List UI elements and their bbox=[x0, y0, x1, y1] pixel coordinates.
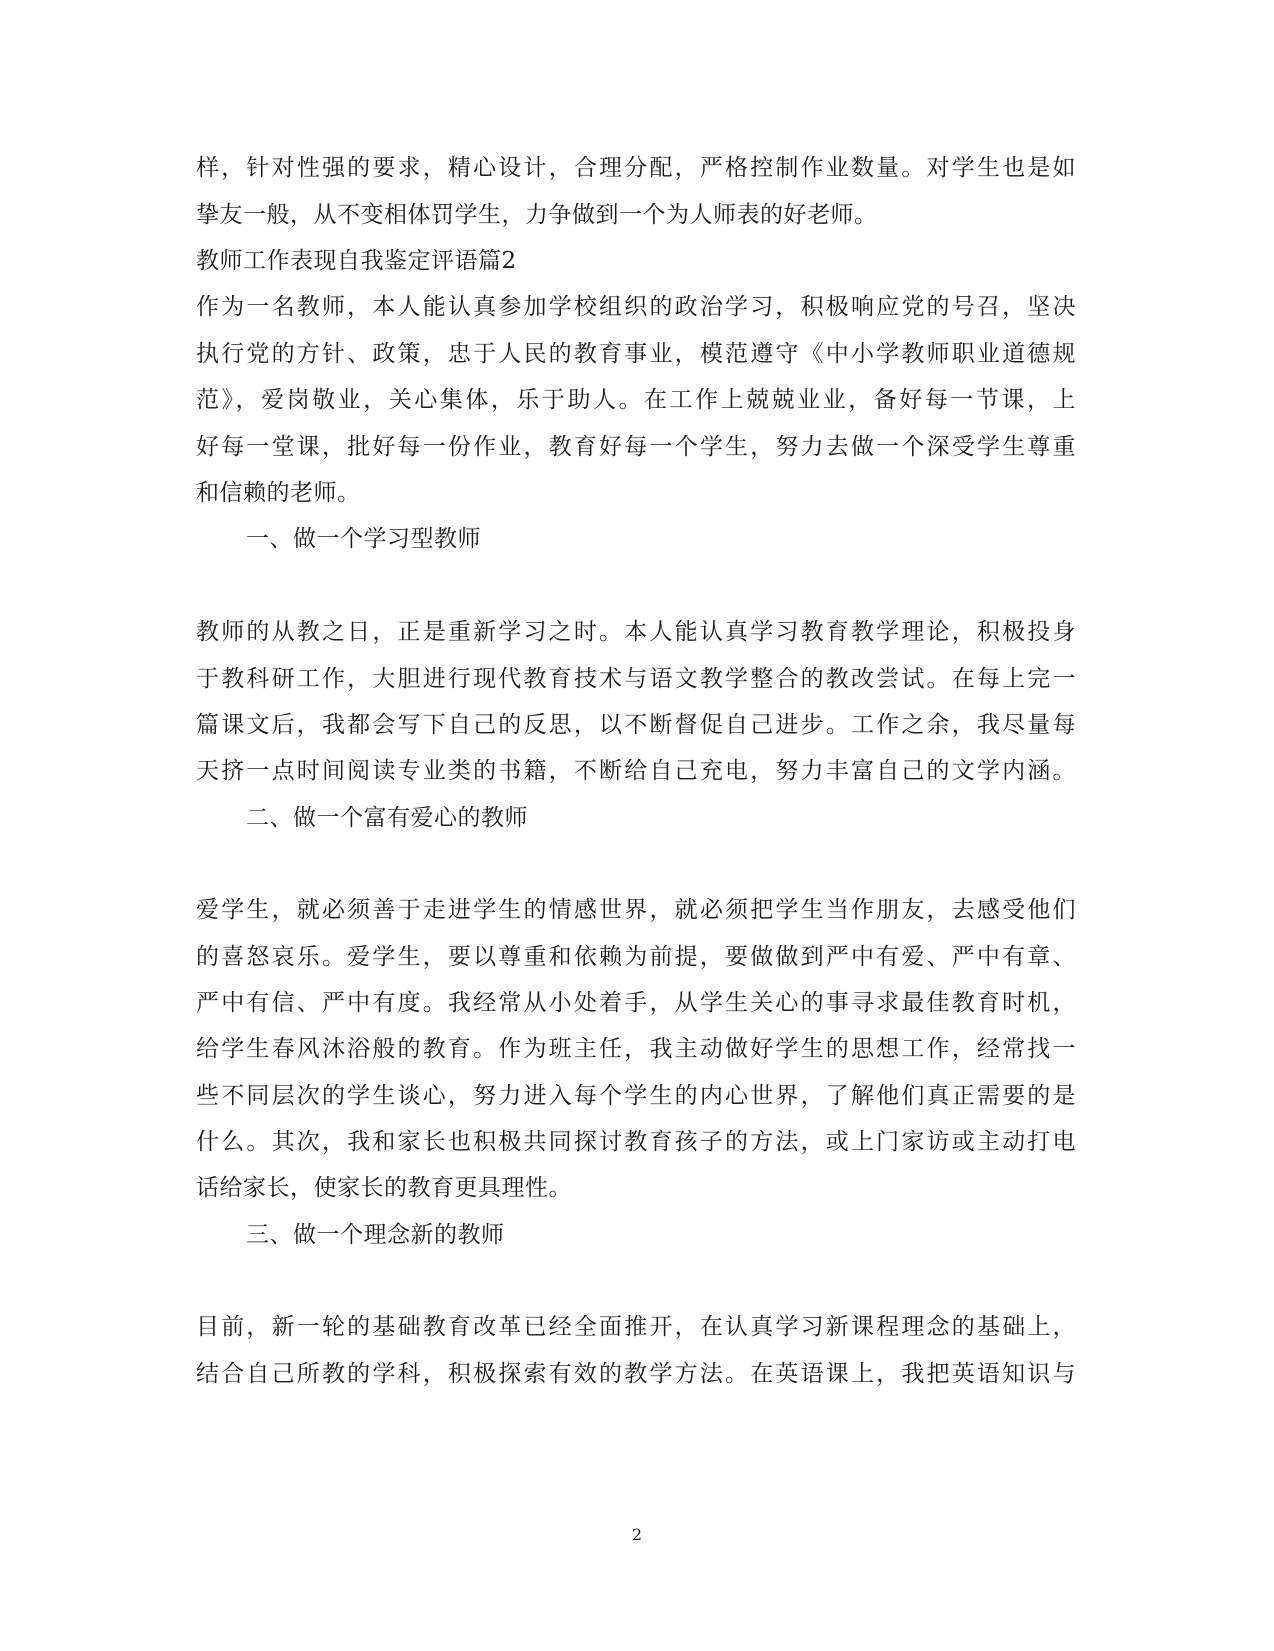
page-number: 2 bbox=[631, 1525, 643, 1544]
paragraph-line: 范》，爱岗敬业，关心集体，乐于助人。在工作上兢兢业业，备好每一节课，上 bbox=[196, 387, 1076, 413]
paragraph-line: 天挤一点时间阅读专业类的书籍，不断给自己充电，努力丰富自己的文学内涵。 bbox=[196, 758, 1076, 784]
paragraph-line: 和信赖的老师。 bbox=[196, 480, 361, 506]
paragraph-line: 作为一名教师，本人能认真参加学校组织的政治学习，积极响应党的号召，坚决 bbox=[196, 294, 1076, 320]
paragraph-line: 教师的从教之日，正是重新学习之时。本人能认真学习教育教学理论，积极投身 bbox=[196, 619, 1076, 645]
paragraph-line: 样，针对性强的要求，精心设计，合理分配，严格控制作业数量。对学生也是如 bbox=[196, 155, 1076, 181]
subsection-heading: 一、做一个学习型教师 bbox=[246, 526, 481, 552]
subsection-heading: 三、做一个理念新的教师 bbox=[246, 1222, 505, 1248]
paragraph-line: 爱学生，就必须善于走进学生的情感世界，就必须把学生当作朋友，去感受他们 bbox=[196, 897, 1076, 923]
paragraph-line: 于教科研工作，大胆进行现代教育技术与语文教学整合的教改尝试。在每上完一 bbox=[196, 666, 1076, 692]
paragraph-line: 目前，新一轮的基础教育改革已经全面推开，在认真学习新课程理念的基础上， bbox=[196, 1314, 1076, 1340]
section-title: 教师工作表现自我鉴定评语篇2 bbox=[196, 248, 517, 274]
paragraph-line: 篇课文后，我都会写下自己的反思，以不断督促自己进步。工作之余，我尽量每 bbox=[196, 712, 1076, 738]
paragraph-line: 什么。其次，我和家长也积极共同探讨教育孩子的方法，或上门家访或主动打电 bbox=[196, 1129, 1076, 1155]
paragraph-line: 好每一堂课，批好每一份作业，教育好每一个学生，努力去做一个深受学生尊重 bbox=[196, 434, 1076, 460]
paragraph-line: 些不同层次的学生谈心，努力进入每个学生的内心世界，了解他们真正需要的是 bbox=[196, 1083, 1076, 1109]
paragraph-line: 挚友一般，从不变相体罚学生，力争做到一个为人师表的好老师。 bbox=[196, 202, 878, 228]
paragraph-line: 的喜怒哀乐。爱学生，要以尊重和依赖为前提，要做做到严中有爱、严中有章、 bbox=[196, 944, 1076, 970]
paragraph-line: 结合自己所教的学科，积极探索有效的教学方法。在英语课上，我把英语知识与 bbox=[196, 1361, 1076, 1387]
paragraph-line: 给学生春风沐浴般的教育。作为班主任，我主动做好学生的思想工作，经常找一 bbox=[196, 1036, 1076, 1062]
paragraph-line: 执行党的方针、政策，忠于人民的教育事业，模范遵守《中小学教师职业道德规 bbox=[196, 341, 1076, 367]
paragraph-line: 严中有信、严中有度。我经常从小处着手，从学生关心的事寻求最佳教育时机， bbox=[196, 990, 1076, 1016]
subsection-heading: 二、做一个富有爱心的教师 bbox=[246, 805, 528, 831]
paragraph-line: 话给家长，使家长的教育更具理性。 bbox=[196, 1175, 572, 1201]
